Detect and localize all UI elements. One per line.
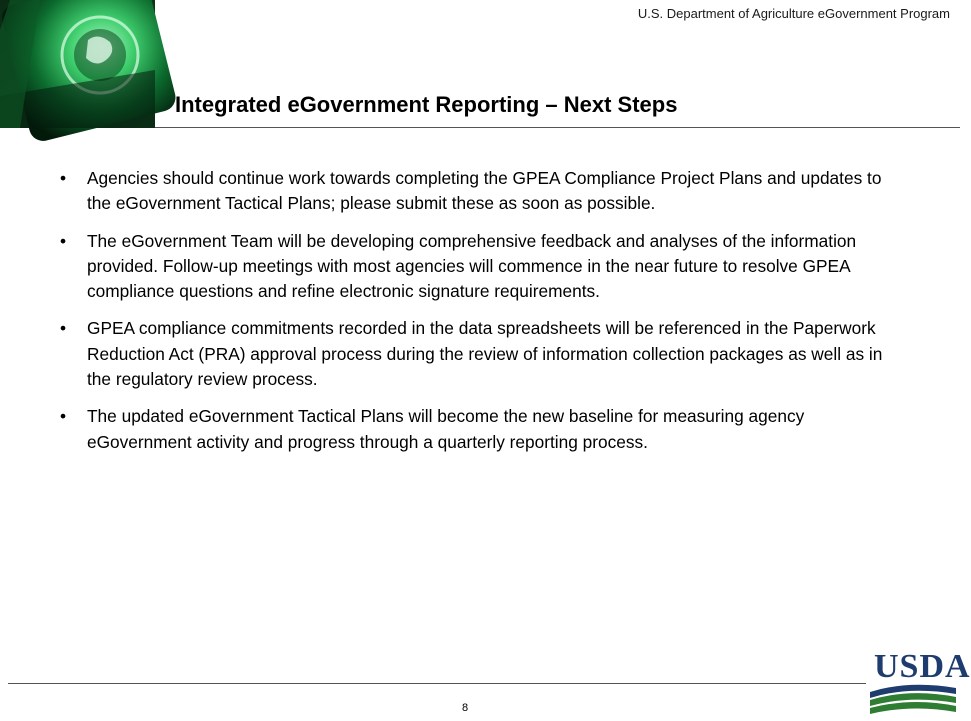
bullet-item (60, 316, 900, 392)
program-label: U.S. Department of Agriculture eGovernment Program (637, 6, 950, 21)
bullet-item (60, 404, 900, 455)
header-globe-image (0, 0, 155, 128)
slide-title: Integrated eGovernment Reporting – Next Steps (175, 92, 678, 117)
bullet-dot-icon: • (60, 168, 67, 188)
bullet-dot-icon: • (60, 406, 67, 427)
title-divider (155, 127, 960, 128)
bullet-text: The updated eGovernment Tactical Plans will become the new baseline for measuring agency eGovernment activity and progress through a quarterly reporting process. (87, 406, 805, 452)
bullet-text: Agencies should continue work towards completing the GPEA Compliance Project Plans and updates to the eGovernment Tactical Plans; please submit these as soon as possible. (87, 168, 882, 214)
usda-logo (868, 648, 971, 716)
bullet-dot-icon: • (60, 318, 67, 339)
bullet-list (60, 166, 900, 467)
bullet-dot-icon: • (60, 230, 67, 251)
bullet-item (60, 166, 900, 217)
footer-divider (8, 683, 866, 684)
bullet-text: GPEA compliance commitments recorded in the data spreadsheets will be referenced in the Paperwork Reduction Act (PRA) approval process during the review of information collection packages as well as in the regulatory review process. (87, 318, 883, 390)
bullet-text: The eGovernment Team will be developing comprehensive feedback and analyses of the information provided. Follow-up meetings with most agencies will commence in the near future to resolve GPEA compliance questions and refine electronic signature requirements. (87, 230, 857, 302)
bullet-item (60, 229, 900, 305)
usda-logo-text: USDA (874, 648, 971, 685)
page-number: 8 (461, 702, 469, 714)
